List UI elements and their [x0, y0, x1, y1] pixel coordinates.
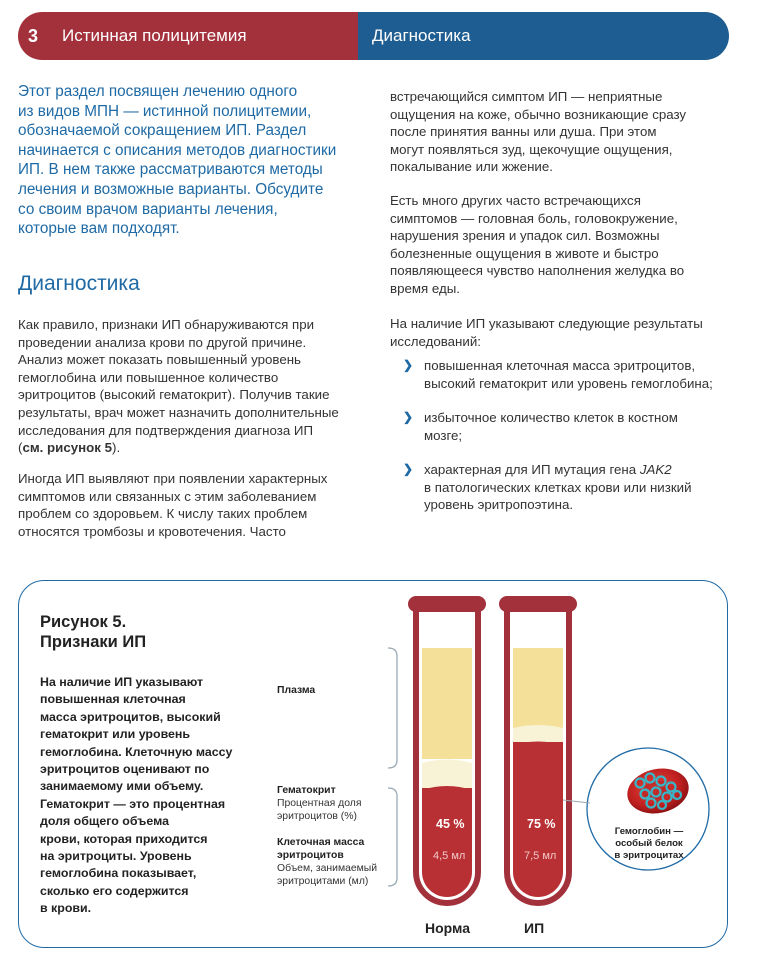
text-line: гемоглобина. Клеточную массу	[40, 744, 233, 759]
text-line: особый белок	[615, 838, 683, 849]
chapter-number: 3	[28, 25, 39, 46]
diagnostics-heading: Диагностика	[18, 272, 140, 295]
text-line: гематокрит или уровень	[40, 727, 191, 742]
figure-caption: Признаки ИП	[40, 633, 147, 651]
text-line: крови, которая приходится	[40, 831, 208, 846]
text-line: доля общего объема	[40, 814, 169, 829]
text-line: На наличие ИП указывают	[40, 675, 204, 689]
text-line: гемоглобина или повышенное количество	[18, 369, 279, 385]
text-line: (	[18, 440, 23, 456]
chevron-right-icon: ❯	[403, 358, 414, 372]
text-line: симптомов — головная боль, головокружение,	[390, 210, 678, 226]
intro-line: из видов МПН — истинной полицитемии,	[18, 102, 312, 120]
text-line: Как правило, признаки ИП обнаруживаются при	[18, 317, 315, 332]
text-line: масса эритроцитов, высокий	[40, 709, 221, 724]
text-line: сколько его содержится	[40, 883, 189, 898]
text-line: симптомов или связанных с этим заболеванием	[18, 488, 317, 504]
intro-line: начинается с описания методов диагностики	[18, 141, 337, 159]
tube-norm-red-cells	[422, 788, 472, 908]
text-line: в крови.	[40, 901, 92, 916]
text-line: высокий гематокрит или уровень гемоглобина;	[424, 375, 713, 391]
label-text: Плазма	[277, 685, 316, 696]
pv-hematocrit-value: 75 %	[527, 817, 556, 831]
tube-norm-buffy	[422, 760, 472, 791]
norm-hematocrit-value: 45 %	[436, 817, 465, 831]
text-line: уровень эритропоэтина.	[424, 497, 574, 513]
intro-line: ИП. В нем также рассматриваются методы	[18, 161, 323, 179]
tube-norm-plasma	[422, 648, 472, 759]
text-line: относятся тромбозы и кровотечения. Часто	[18, 523, 286, 539]
text-line: повышенная клеточная	[40, 692, 186, 707]
label-text: Гематокрит	[277, 785, 336, 796]
label-subtext: эритроцитов (%)	[277, 811, 357, 822]
label-text: Клеточная масса	[277, 837, 365, 848]
chapter-title: Истинная полицитемия	[62, 26, 247, 45]
text-line: результаты, врач может назначить дополнительные	[18, 404, 339, 420]
text-line: после принятия ванны или душа. При этом	[390, 124, 657, 140]
text-line: Анализ может показать повышенный уровень	[18, 352, 301, 368]
text-line: На наличие ИП указывают следующие результаты	[390, 316, 703, 331]
text-line: гемоглобина показывает,	[40, 866, 197, 881]
label-subtext: Процентная доля	[277, 798, 362, 809]
text-line: ).	[112, 440, 121, 456]
plasma-label	[277, 684, 315, 697]
label-subtext: эритроцитами (мл)	[277, 876, 369, 887]
label-subtext: Объем, занимаемый	[277, 863, 378, 874]
label-text: эритроцитов	[277, 850, 344, 861]
figure-reference-link[interactable]: см. рисунок 5	[22, 440, 113, 456]
text-line: Гематокрит — это процентная	[40, 796, 226, 811]
text-line: занимаемому ими объему.	[40, 779, 204, 794]
text-line: исследования для подтверждения диагноза ИП	[18, 422, 314, 438]
figure-number: Рисунок 5.	[40, 613, 127, 631]
text-line: в эритроцитах	[614, 850, 684, 861]
text-line: проблем со здоровьем. К числу таких проблем	[18, 506, 308, 522]
text-line: Есть много других часто встречающихся	[390, 193, 641, 208]
tube-label-norm: Норма	[425, 920, 470, 936]
hemoglobin-callout-text	[604, 826, 694, 862]
chevron-right-icon: ❯	[403, 410, 414, 424]
text-line: характерная для ИП мутация гена	[424, 462, 640, 477]
text-line: исследований:	[390, 333, 481, 349]
text-line: на эритроциты. Уровень	[40, 849, 192, 864]
pv-volume-value: 7,5 мл	[524, 850, 557, 862]
text-line: Гемоглобин —	[614, 826, 684, 837]
section-title: Диагностика	[372, 26, 471, 45]
text-line: повышенная клеточная масса эритроцитов,	[424, 358, 696, 373]
text-line: в патологических клетках крови или низкий	[424, 479, 692, 495]
text-line: время еды.	[390, 280, 461, 296]
intro-line: со своим врачом варианты лечения,	[18, 200, 278, 218]
text-line: покалывание или жжение.	[390, 159, 553, 175]
intro-line: обозначаемой сокращением ИП. Раздел	[18, 122, 307, 140]
rbc-mass-label	[277, 836, 377, 888]
intro-line: которые вам подходят.	[18, 220, 180, 238]
text-line: проведении анализа крови по другой причине.	[18, 334, 307, 350]
hematocrit-label	[277, 784, 361, 823]
plasma-bracket	[388, 648, 397, 768]
norm-volume-value: 4,5 мл	[433, 850, 466, 862]
text-line: нарушения зрения и упадок сил. Возможны	[390, 228, 660, 244]
text-line: Иногда ИП выявляют при появлении характерных	[18, 471, 328, 486]
text-line: могут появляться зуд, щекочущие ощущения,	[390, 141, 673, 157]
tube-pv-plasma	[513, 648, 563, 732]
text-line: мозге;	[424, 427, 463, 443]
intro-line: Этот раздел посвящен лечению одного	[18, 83, 298, 100]
cells-bracket	[388, 788, 397, 886]
tube-label-pv: ИП	[524, 920, 545, 936]
text-line: эритроцитов (высокий гематокрит). Получив такие	[18, 387, 330, 403]
text-line: избыточное количество клеток в костном	[424, 410, 678, 425]
text-line: встречающийся симптом ИП — неприятные	[390, 89, 663, 104]
text-line: ощущения на коже, обычно возникающие сразу	[390, 106, 687, 122]
gene-name: JAK2	[639, 462, 672, 477]
text-line: эритроцитов оценивают по	[40, 762, 210, 777]
text-line: появляющееся чувство наполнения желудка во	[390, 263, 685, 279]
text-line: болезненные ощущения в животе и быстро	[390, 245, 659, 261]
intro-line: лечения и возможные варианты. Обсудите	[18, 180, 324, 198]
chevron-right-icon: ❯	[403, 462, 414, 476]
